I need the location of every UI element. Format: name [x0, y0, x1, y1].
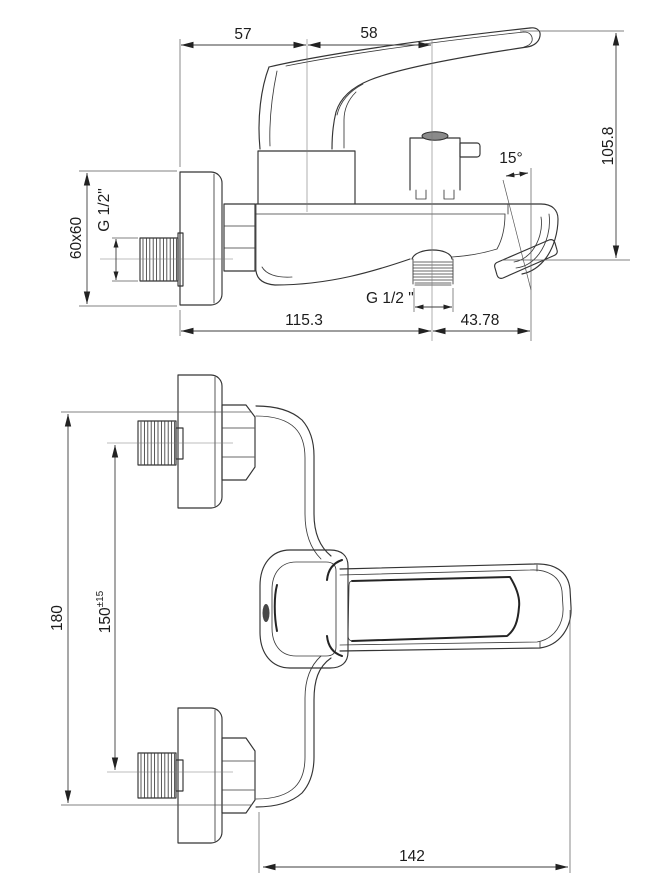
dim-label-tolerance: ±15 [95, 590, 106, 608]
wall-plate-bottom-front [138, 708, 255, 843]
dim-label-105-8: 105.8 [600, 126, 617, 166]
wall-plate-side [180, 172, 222, 305]
dim-label-angle-15: 15° [499, 150, 523, 167]
dimension-angle-15 [499, 150, 531, 290]
hex-nut-side [224, 204, 255, 271]
wall-plate-top-front [138, 375, 255, 508]
outlet-thread-side [412, 250, 453, 285]
dim-label-outlet-thread: G 1/2 " [366, 290, 414, 307]
dim-label-115-3: 115.3 [285, 312, 323, 329]
dim-label-150: 150 [97, 607, 114, 634]
dim-label-57: 57 [234, 26, 252, 43]
dimension-105-8 [502, 31, 630, 260]
spout-side [495, 204, 558, 278]
inlet-thread-side [140, 233, 183, 286]
dimension-57-58 [180, 25, 431, 167]
cartridge-block-side [258, 151, 355, 204]
dimension-150 [95, 443, 233, 772]
side-view [68, 25, 630, 341]
handle-skirt-front [260, 550, 348, 668]
dim-label-inlet-thread: G 1/2" [96, 188, 113, 232]
handle-paddle-front [340, 564, 571, 651]
dim-label-43-78: 43.78 [460, 312, 500, 329]
lever-handle-side [259, 28, 540, 149]
dim-label-142: 142 [399, 848, 425, 865]
dim-label-58: 58 [360, 25, 378, 42]
front-view [49, 375, 571, 873]
dim-label-150-tol [95, 590, 114, 633]
dim-label-plate-60x60: 60x60 [68, 216, 85, 260]
dimension-outlet-thread [366, 288, 453, 312]
dim-label-180: 180 [49, 605, 66, 631]
indicator-dot [263, 604, 270, 622]
dimension-inlet-thread [96, 188, 138, 281]
faucet-body-side [256, 204, 509, 285]
diverter-knob-side [410, 132, 480, 199]
